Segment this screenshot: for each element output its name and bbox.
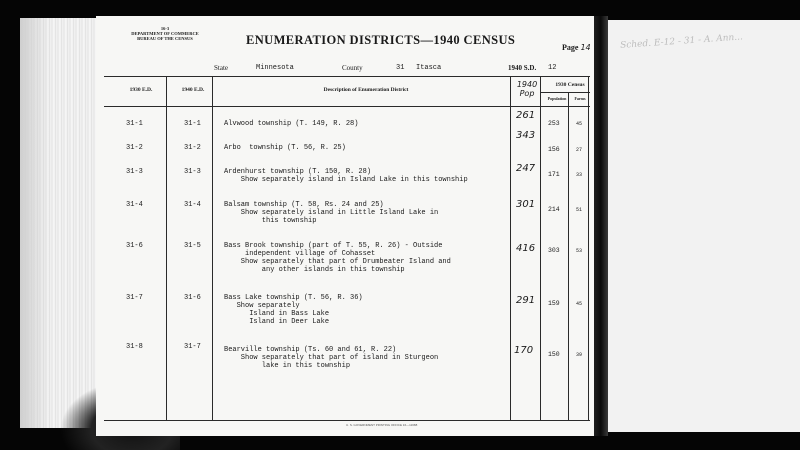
row-1930-farms: 53 [576,248,583,254]
state-value: Minnesota [256,64,294,72]
page-number-value: 14 [580,43,591,52]
row-1940-ed: 31-4 [184,201,201,209]
row-1930-farms: 39 [576,352,583,358]
row-1940-pop: 261 [516,110,536,121]
col-header-1930-census: 1930 Census [555,82,585,88]
row-1940-ed: 31-2 [184,144,201,152]
column-rule [212,76,213,421]
row-1930-ed: 31-3 [126,168,143,176]
row-1930-farms: 45 [576,301,583,307]
printer-imprint: U. S. GOVERNMENT PRINTING OFFICE 16—11688 [346,423,418,427]
department-name: DEPARTMENT OF COMMERCE [131,31,199,36]
county-name: Itasca [416,64,442,72]
row-description [224,242,451,274]
col-header-1940-pop: 1940 Pop [516,80,538,98]
row-1940-ed: 31-1 [184,120,201,128]
row-1930-ed: 31-6 [126,242,143,250]
description-line: independent village of Cohasset [224,250,376,258]
col-header-population: Population [547,96,567,101]
row-1930-pop: 214 [548,206,560,213]
row-1930-farms: 27 [576,147,583,153]
description-line: Bass Lake township (T. 56, R. 36) [224,294,363,302]
page-edges [20,18,100,428]
census-page [96,16,594,436]
row-1940-pop: 247 [516,163,536,174]
col-header-1930-ed: 1930 E.D. [129,87,153,93]
col-header-farms: Farms [574,96,586,101]
department-header [120,26,210,41]
form-number: 16-3 [160,26,170,31]
bureau-name: BUREAU OF THE CENSUS [137,36,193,41]
state-label: State [214,64,228,72]
column-rule [166,76,167,421]
facing-page-note: Sched. E-12 - 31 - A. Ann... [619,32,744,51]
row-1930-farms: 33 [576,172,583,178]
sd-label: 1940 S.D. [508,64,537,72]
row-description [224,346,438,370]
description-line: Show separately island in Island Lake in this township [224,176,468,184]
row-1940-ed: 31-6 [184,294,201,302]
description-line: Alvwood township (T. 149, R. 28) [224,120,359,128]
row-1940-pop: 291 [516,295,536,306]
description-line: Arbo township (T. 56, R. 25) [224,144,346,152]
column-rule [588,76,589,421]
description-line: Show separately that part of island in Sturgeon [224,354,439,362]
county-label: County [342,64,363,72]
row-1930-pop: 171 [548,171,560,178]
row-1940-pop: 416 [516,243,536,254]
description-line: Bass Brook township (part of T. 55, R. 26) - Outside [224,242,443,250]
row-1930-ed: 31-4 [126,201,143,209]
row-1930-ed: 31-8 [126,343,143,351]
description-line: Show separately [224,302,300,310]
description-line: Balsam township (T. 58, Rs. 24 and 25) [224,201,384,209]
row-1930-pop: 150 [548,351,560,358]
row-1940-ed: 31-7 [184,343,201,351]
column-rule [568,92,569,421]
row-1930-farms: 45 [576,121,583,127]
row-1930-pop: 159 [548,300,560,307]
description-line: Ardenhurst township (T. 150, R. 28) [224,168,372,176]
page-number [562,43,591,52]
row-1940-ed: 31-5 [184,242,201,250]
description-line: this township [224,217,317,225]
row-1930-pop: 156 [548,146,560,153]
description-line: lake in this township [224,362,351,370]
description-line: Island in Deer Lake [224,318,330,326]
description-line: any other islands in this township [224,266,405,274]
row-1940-pop: 343 [516,130,536,141]
facing-page [606,20,800,432]
row-description [224,120,358,128]
row-1930-ed: 31-1 [126,120,143,128]
table-bottom-rule [104,420,590,421]
row-1930-pop: 253 [548,120,560,127]
county-number: 31 [396,64,405,72]
row-description [224,294,363,326]
description-line: Island in Bass Lake [224,310,330,318]
table-top-rule [104,76,590,77]
row-1930-farms: 51 [576,207,583,213]
row-description [224,168,468,184]
description-line: Show separately that part of Drumbeater Island and [224,258,451,266]
column-rule [540,76,541,421]
col-header-1940-ed: 1940 E.D. [181,87,205,93]
row-1940-ed: 31-3 [184,168,201,176]
row-1930-ed: 31-2 [126,144,143,152]
row-1940-pop: 301 [516,199,536,210]
col-header-description: Description of Enumeration District [323,87,409,93]
header-rule [104,106,590,107]
row-1930-pop: 303 [548,247,560,254]
description-line: Show separately island in Little Island Lake in [224,209,439,217]
page-title: ENUMERATION DISTRICTS—1940 CENSUS [246,33,516,47]
page-label: Page [562,43,579,52]
column-rule [510,76,511,421]
census-subrule [540,92,590,93]
row-description [224,201,438,225]
row-1940-pop: 170 [514,345,534,356]
row-description [224,144,346,152]
sd-value: 12 [548,64,557,72]
description-line: Bearville township (Ts. 60 and 61, R. 22) [224,346,397,354]
row-1930-ed: 31-7 [126,294,143,302]
